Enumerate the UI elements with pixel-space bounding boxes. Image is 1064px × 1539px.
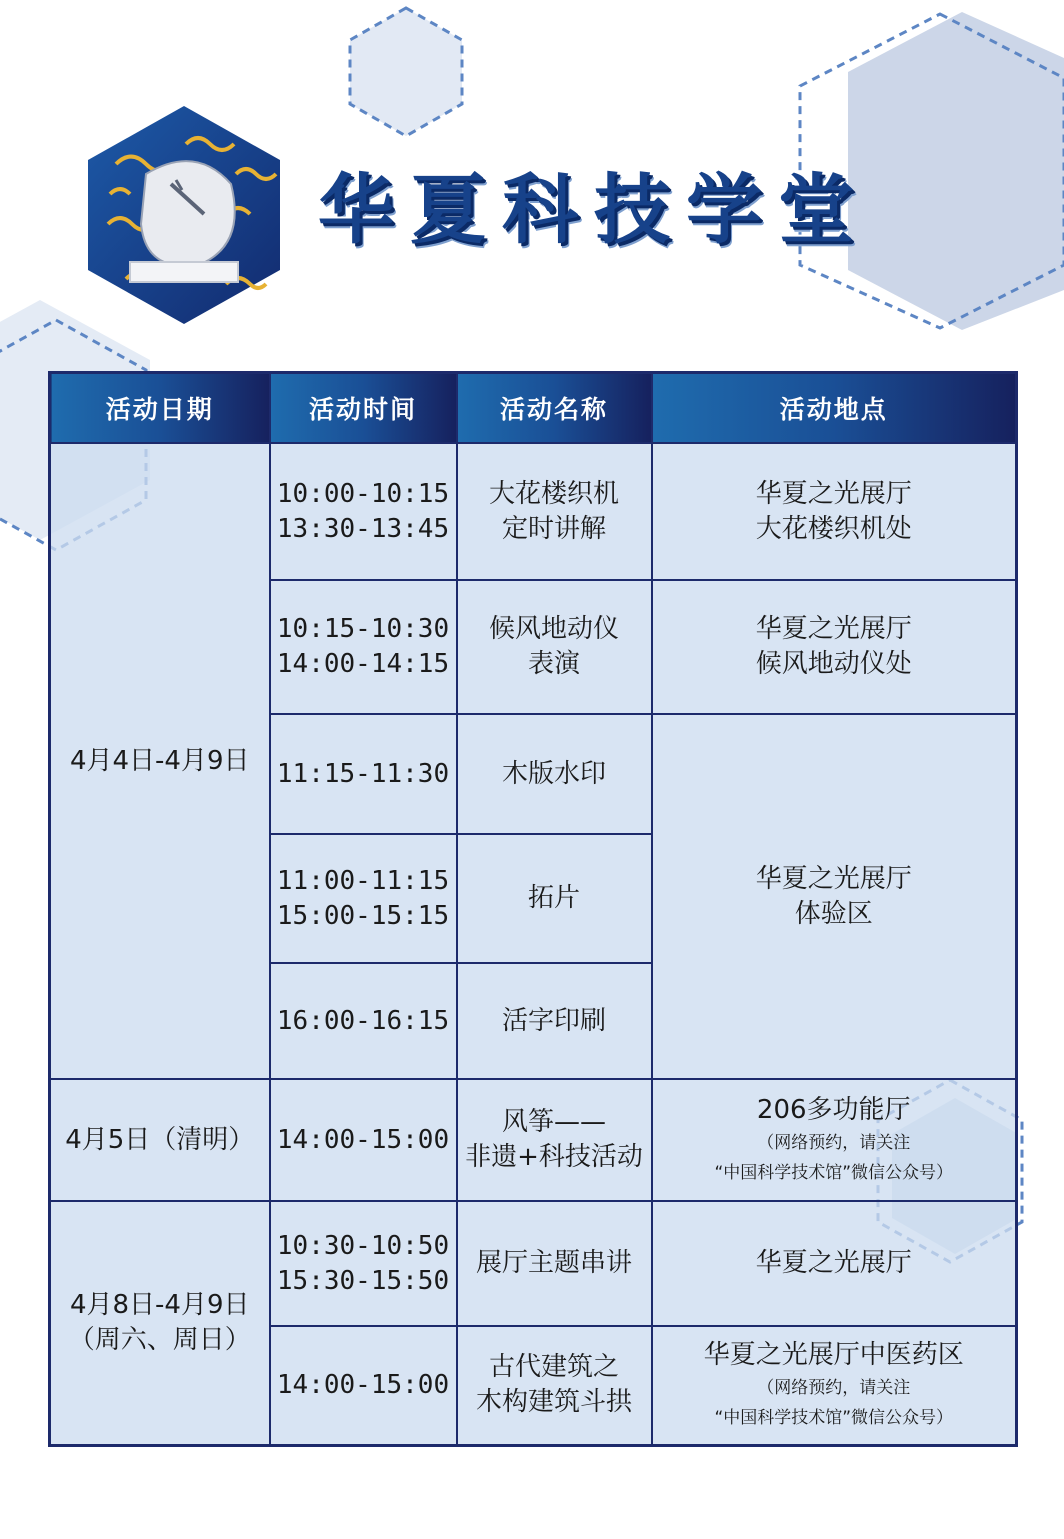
activity-name-text: 非遗+科技活动 <box>465 1142 643 1172</box>
reservation-note: （网络预约，请关注 <box>757 1377 911 1398</box>
time-text: 14:00-14:15 <box>276 649 450 679</box>
reservation-note: “中国科学技术馆”微信公众号） <box>714 1162 954 1183</box>
reservation-note: “中国科学技术馆”微信公众号） <box>714 1407 954 1428</box>
schedule-table <box>48 371 1018 1447</box>
location-cell <box>652 1079 1017 1201</box>
activity-name-text: 风筝—— <box>501 1107 606 1137</box>
header-date: 活动日期 <box>50 373 270 444</box>
date-text: （周六、周日） <box>68 1324 251 1355</box>
activity-name-text: 候风地动仪 <box>488 614 619 644</box>
table-row <box>50 1079 1017 1201</box>
location-text: 206多功能厅 <box>756 1094 911 1125</box>
time-text: 10:15-10:30 <box>276 614 450 644</box>
location-cell <box>652 1201 1017 1326</box>
header-location: 活动地点 <box>652 373 1017 444</box>
activity-name-cell <box>457 1079 652 1201</box>
location-text: 大花楼织机处 <box>755 513 912 544</box>
activity-name-text: 活字印刷 <box>501 1005 606 1036</box>
time-text: 11:15-11:30 <box>276 758 450 789</box>
time-cell <box>270 834 457 963</box>
location-text: 华夏之光展厅 <box>755 863 912 894</box>
location-text: 候风地动仪处 <box>755 649 912 679</box>
time-cell <box>270 963 457 1079</box>
activity-name-cell <box>457 714 652 834</box>
location-cell <box>652 1326 1017 1445</box>
location-cell <box>652 443 1017 580</box>
location-text: 体验区 <box>794 898 873 929</box>
table-row <box>50 1201 1017 1326</box>
activity-name-cell <box>457 580 652 714</box>
date-text: 4月8日-4月9日 <box>69 1289 250 1320</box>
location-cell <box>652 580 1017 714</box>
time-cell <box>270 1201 457 1326</box>
time-text: 16:00-16:15 <box>276 1005 450 1036</box>
activity-name-cell <box>457 1201 652 1326</box>
activity-name-text: 木构建筑斗拱 <box>475 1387 632 1418</box>
activity-name-text: 木版水印 <box>501 758 606 789</box>
table-header-row <box>50 373 1017 444</box>
seismograph-icon <box>130 161 238 282</box>
hexagon-top-center <box>350 8 462 136</box>
time-text: 10:00-10:15 <box>276 478 450 509</box>
activity-name-text: 定时讲解 <box>501 513 606 544</box>
activity-name-text: 展厅主题串讲 <box>475 1248 632 1278</box>
time-text: 14:00-15:00 <box>276 1124 450 1155</box>
time-cell <box>270 714 457 834</box>
activity-name-cell <box>457 834 652 963</box>
location-cell <box>652 714 1017 1079</box>
time-cell <box>270 1079 457 1201</box>
logo-badge <box>86 104 282 326</box>
activity-name-text: 表演 <box>527 649 580 679</box>
time-text: 15:00-15:15 <box>276 900 450 931</box>
time-text: 14:00-15:00 <box>276 1369 450 1400</box>
location-text: 华夏之光展厅 <box>755 478 912 509</box>
activity-name-cell <box>457 443 652 580</box>
table-row <box>50 443 1017 580</box>
header-time: 活动时间 <box>270 373 457 444</box>
activity-name-text: 大花楼织机 <box>488 478 619 509</box>
page-title: 华夏科技学堂 <box>318 165 870 254</box>
time-cell <box>270 443 457 580</box>
time-text: 15:30-15:50 <box>276 1265 450 1296</box>
time-text: 13:30-13:45 <box>276 513 450 544</box>
time-text: 11:00-11:15 <box>276 865 450 896</box>
header-name: 活动名称 <box>457 373 652 444</box>
date-cell <box>50 1201 270 1445</box>
activity-name-cell <box>457 1326 652 1445</box>
time-text: 10:30-10:50 <box>276 1230 450 1261</box>
activity-name-text: 古代建筑之 <box>488 1352 619 1383</box>
location-text: 华夏之光展厅 <box>755 1248 912 1278</box>
activity-name-cell <box>457 963 652 1079</box>
date-cell: 4月4日-4月9日 <box>50 443 270 1079</box>
location-text: 华夏之光展厅 <box>755 614 912 644</box>
time-cell <box>270 1326 457 1445</box>
location-text: 华夏之光展厅中医药区 <box>703 1339 964 1370</box>
date-cell: 4月5日（清明） <box>50 1079 270 1201</box>
time-cell <box>270 580 457 714</box>
reservation-note: （网络预约，请关注 <box>757 1132 911 1153</box>
activity-name-text: 拓片 <box>527 883 580 913</box>
